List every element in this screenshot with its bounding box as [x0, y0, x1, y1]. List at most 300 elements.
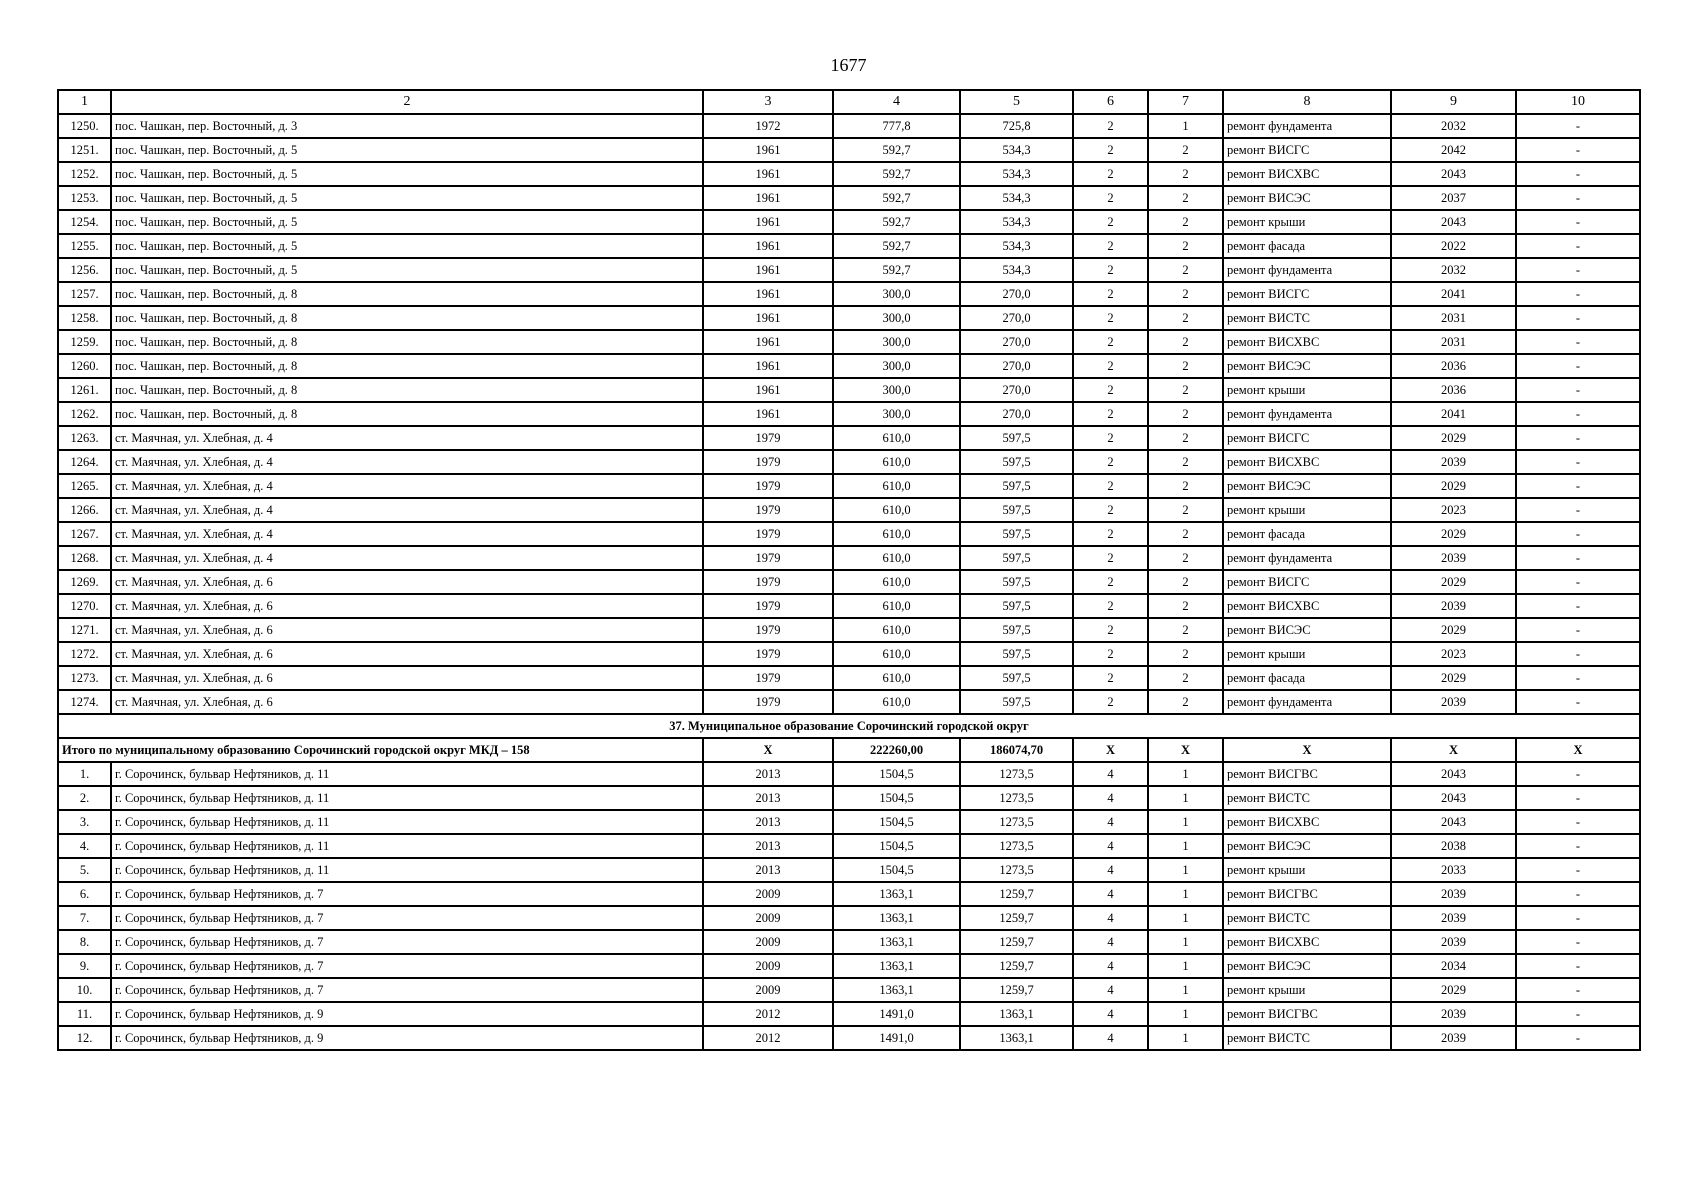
- table-row: [58, 282, 1640, 306]
- entrances-cell: 2: [1148, 282, 1223, 306]
- living-area-cell: 1273,5: [960, 810, 1073, 834]
- entrances-cell: 1: [1148, 114, 1223, 138]
- living-area-cell: 597,5: [960, 522, 1073, 546]
- floors-cell: 2: [1073, 378, 1148, 402]
- work-type-cell: ремонт ВИСТС: [1223, 1026, 1391, 1050]
- note-cell: -: [1516, 330, 1640, 354]
- table-row: [58, 786, 1640, 810]
- table-row: [58, 354, 1640, 378]
- column-header: 9: [1391, 90, 1516, 114]
- entrances-cell: 1: [1148, 834, 1223, 858]
- note-cell: -: [1516, 978, 1640, 1002]
- year-built-cell: 1972: [703, 114, 833, 138]
- year-built-cell: 2009: [703, 978, 833, 1002]
- total-area-cell: 1363,1: [833, 882, 960, 906]
- row-number-cell: 5.: [58, 858, 111, 882]
- floors-cell: 4: [1073, 786, 1148, 810]
- planned-year-cell: 2037: [1391, 186, 1516, 210]
- living-area-cell: 725,8: [960, 114, 1073, 138]
- entrances-cell: 2: [1148, 618, 1223, 642]
- table-row: [58, 114, 1640, 138]
- floors-cell: 2: [1073, 450, 1148, 474]
- total-area-cell: 610,0: [833, 594, 960, 618]
- floors-cell: 2: [1073, 258, 1148, 282]
- note-cell: -: [1516, 258, 1640, 282]
- floors-cell: 2: [1073, 138, 1148, 162]
- planned-year-cell: 2033: [1391, 858, 1516, 882]
- planned-year-cell: 2039: [1391, 690, 1516, 714]
- work-type-cell: ремонт фундамента: [1223, 546, 1391, 570]
- total-area-cell: 610,0: [833, 522, 960, 546]
- work-type-cell: ремонт ВИСГВС: [1223, 1002, 1391, 1026]
- planned-year-cell: 2038: [1391, 834, 1516, 858]
- floors-cell: 2: [1073, 210, 1148, 234]
- address-cell: пос. Чашкан, пер. Восточный, д. 5: [111, 186, 703, 210]
- total-area-cell: 610,0: [833, 618, 960, 642]
- address-cell: ст. Маячная, ул. Хлебная, д. 6: [111, 666, 703, 690]
- work-type-cell: ремонт крыши: [1223, 210, 1391, 234]
- work-type-cell: ремонт ВИСТС: [1223, 906, 1391, 930]
- living-area-cell: 597,5: [960, 618, 1073, 642]
- total-area-cell: 610,0: [833, 642, 960, 666]
- address-cell: г. Сорочинск, бульвар Нефтяников, д. 7: [111, 930, 703, 954]
- row-number-cell: 12.: [58, 1026, 111, 1050]
- row-number-cell: 1273.: [58, 666, 111, 690]
- table-row: [58, 594, 1640, 618]
- year-built-cell: 2009: [703, 882, 833, 906]
- entrances-cell: 1: [1148, 1026, 1223, 1050]
- planned-year-cell: 2043: [1391, 162, 1516, 186]
- work-type-cell: ремонт ВИСХВС: [1223, 330, 1391, 354]
- work-type-cell: ремонт ВИСХВС: [1223, 930, 1391, 954]
- living-area-cell: 270,0: [960, 306, 1073, 330]
- total-value-cell: Х: [1223, 738, 1391, 762]
- total-area-cell: 1363,1: [833, 930, 960, 954]
- planned-year-cell: 2043: [1391, 810, 1516, 834]
- living-area-cell: 597,5: [960, 426, 1073, 450]
- total-value-cell: 222260,00: [833, 738, 960, 762]
- table-row: [58, 618, 1640, 642]
- total-area-cell: 610,0: [833, 570, 960, 594]
- year-built-cell: 2009: [703, 906, 833, 930]
- row-number-cell: 1271.: [58, 618, 111, 642]
- entrances-cell: 2: [1148, 210, 1223, 234]
- table-row: [58, 666, 1640, 690]
- note-cell: -: [1516, 570, 1640, 594]
- planned-year-cell: 2034: [1391, 954, 1516, 978]
- planned-year-cell: 2036: [1391, 354, 1516, 378]
- section-title: 37. Муниципальное образование Сорочинский городской округ: [58, 714, 1640, 738]
- floors-cell: 2: [1073, 162, 1148, 186]
- address-cell: ст. Маячная, ул. Хлебная, д. 4: [111, 450, 703, 474]
- entrances-cell: 1: [1148, 762, 1223, 786]
- year-built-cell: 2012: [703, 1026, 833, 1050]
- address-cell: г. Сорочинск, бульвар Нефтяников, д. 11: [111, 858, 703, 882]
- total-area-cell: 1491,0: [833, 1002, 960, 1026]
- entrances-cell: 1: [1148, 882, 1223, 906]
- table-row: [58, 450, 1640, 474]
- living-area-cell: 534,3: [960, 186, 1073, 210]
- note-cell: -: [1516, 138, 1640, 162]
- floors-cell: 4: [1073, 834, 1148, 858]
- year-built-cell: 2013: [703, 786, 833, 810]
- address-cell: г. Сорочинск, бульвар Нефтяников, д. 7: [111, 906, 703, 930]
- entrances-cell: 1: [1148, 786, 1223, 810]
- column-header: 8: [1223, 90, 1391, 114]
- total-area-cell: 777,8: [833, 114, 960, 138]
- living-area-cell: 534,3: [960, 258, 1073, 282]
- note-cell: -: [1516, 810, 1640, 834]
- address-cell: пос. Чашкан, пер. Восточный, д. 5: [111, 138, 703, 162]
- row-number-cell: 1258.: [58, 306, 111, 330]
- total-area-cell: 1504,5: [833, 858, 960, 882]
- total-area-cell: 592,7: [833, 210, 960, 234]
- entrances-cell: 2: [1148, 138, 1223, 162]
- entrances-cell: 2: [1148, 258, 1223, 282]
- year-built-cell: 2013: [703, 834, 833, 858]
- table-row: [58, 234, 1640, 258]
- row-number-cell: 1252.: [58, 162, 111, 186]
- total-row: [58, 738, 1640, 762]
- note-cell: -: [1516, 1002, 1640, 1026]
- work-type-cell: ремонт ВИСХВС: [1223, 162, 1391, 186]
- table-row: [58, 834, 1640, 858]
- planned-year-cell: 2039: [1391, 594, 1516, 618]
- year-built-cell: 1979: [703, 426, 833, 450]
- work-type-cell: ремонт ВИСГВС: [1223, 762, 1391, 786]
- floors-cell: 2: [1073, 618, 1148, 642]
- note-cell: -: [1516, 306, 1640, 330]
- floors-cell: 4: [1073, 954, 1148, 978]
- row-number-cell: 3.: [58, 810, 111, 834]
- row-number-cell: 1250.: [58, 114, 111, 138]
- living-area-cell: 534,3: [960, 210, 1073, 234]
- table-row: [58, 954, 1640, 978]
- entrances-cell: 1: [1148, 858, 1223, 882]
- year-built-cell: 1961: [703, 282, 833, 306]
- row-number-cell: 1274.: [58, 690, 111, 714]
- note-cell: -: [1516, 498, 1640, 522]
- work-type-cell: ремонт фундамента: [1223, 114, 1391, 138]
- note-cell: -: [1516, 906, 1640, 930]
- note-cell: -: [1516, 834, 1640, 858]
- work-type-cell: ремонт ВИСТС: [1223, 786, 1391, 810]
- work-type-cell: ремонт ВИСТС: [1223, 306, 1391, 330]
- column-header: 10: [1516, 90, 1640, 114]
- year-built-cell: 1961: [703, 138, 833, 162]
- total-area-cell: 592,7: [833, 234, 960, 258]
- work-type-cell: ремонт фасада: [1223, 234, 1391, 258]
- note-cell: -: [1516, 786, 1640, 810]
- address-cell: пос. Чашкан, пер. Восточный, д. 8: [111, 306, 703, 330]
- planned-year-cell: 2039: [1391, 882, 1516, 906]
- year-built-cell: 1979: [703, 474, 833, 498]
- address-cell: ст. Маячная, ул. Хлебная, д. 4: [111, 522, 703, 546]
- living-area-cell: 1273,5: [960, 762, 1073, 786]
- note-cell: -: [1516, 450, 1640, 474]
- living-area-cell: 1259,7: [960, 954, 1073, 978]
- total-area-cell: 1363,1: [833, 906, 960, 930]
- address-cell: ст. Маячная, ул. Хлебная, д. 6: [111, 594, 703, 618]
- table-row: [58, 906, 1640, 930]
- work-type-cell: ремонт ВИСЭС: [1223, 186, 1391, 210]
- note-cell: -: [1516, 618, 1640, 642]
- work-type-cell: ремонт ВИСЭС: [1223, 354, 1391, 378]
- planned-year-cell: 2043: [1391, 762, 1516, 786]
- note-cell: -: [1516, 858, 1640, 882]
- entrances-cell: 2: [1148, 474, 1223, 498]
- column-header: 5: [960, 90, 1073, 114]
- work-type-cell: ремонт ВИСГВС: [1223, 882, 1391, 906]
- row-number-cell: 2.: [58, 786, 111, 810]
- work-type-cell: ремонт крыши: [1223, 978, 1391, 1002]
- row-number-cell: 1255.: [58, 234, 111, 258]
- year-built-cell: 1979: [703, 690, 833, 714]
- column-header: 6: [1073, 90, 1148, 114]
- living-area-cell: 270,0: [960, 402, 1073, 426]
- year-built-cell: 1979: [703, 522, 833, 546]
- row-number-cell: 9.: [58, 954, 111, 978]
- work-type-cell: ремонт ВИСЭС: [1223, 474, 1391, 498]
- floors-cell: 4: [1073, 762, 1148, 786]
- work-type-cell: ремонт ВИСЭС: [1223, 834, 1391, 858]
- entrances-cell: 2: [1148, 402, 1223, 426]
- entrances-cell: 2: [1148, 186, 1223, 210]
- total-area-cell: 300,0: [833, 306, 960, 330]
- planned-year-cell: 2023: [1391, 498, 1516, 522]
- table-row: [58, 570, 1640, 594]
- total-area-cell: 592,7: [833, 186, 960, 210]
- table-row: [58, 402, 1640, 426]
- floors-cell: 2: [1073, 402, 1148, 426]
- planned-year-cell: 2029: [1391, 666, 1516, 690]
- row-number-cell: 1257.: [58, 282, 111, 306]
- address-cell: г. Сорочинск, бульвар Нефтяников, д. 7: [111, 978, 703, 1002]
- note-cell: -: [1516, 690, 1640, 714]
- address-cell: ст. Маячная, ул. Хлебная, д. 4: [111, 474, 703, 498]
- note-cell: -: [1516, 210, 1640, 234]
- address-cell: пос. Чашкан, пер. Восточный, д. 8: [111, 354, 703, 378]
- year-built-cell: 1961: [703, 378, 833, 402]
- table-row: [58, 498, 1640, 522]
- note-cell: -: [1516, 114, 1640, 138]
- floors-cell: 2: [1073, 642, 1148, 666]
- address-cell: г. Сорочинск, бульвар Нефтяников, д. 9: [111, 1026, 703, 1050]
- planned-year-cell: 2043: [1391, 786, 1516, 810]
- living-area-cell: 1363,1: [960, 1026, 1073, 1050]
- floors-cell: 2: [1073, 186, 1148, 210]
- table-row: [58, 378, 1640, 402]
- row-number-cell: 1265.: [58, 474, 111, 498]
- floors-cell: 2: [1073, 114, 1148, 138]
- column-header: 2: [111, 90, 703, 114]
- total-area-cell: 1504,5: [833, 762, 960, 786]
- living-area-cell: 1259,7: [960, 978, 1073, 1002]
- living-area-cell: 597,5: [960, 474, 1073, 498]
- year-built-cell: 1961: [703, 258, 833, 282]
- address-cell: ст. Маячная, ул. Хлебная, д. 4: [111, 498, 703, 522]
- address-cell: пос. Чашкан, пер. Восточный, д. 5: [111, 210, 703, 234]
- row-number-cell: 6.: [58, 882, 111, 906]
- note-cell: -: [1516, 282, 1640, 306]
- address-cell: пос. Чашкан, пер. Восточный, д. 5: [111, 258, 703, 282]
- total-value-cell: Х: [1073, 738, 1148, 762]
- work-type-cell: ремонт ВИСЭС: [1223, 618, 1391, 642]
- living-area-cell: 1273,5: [960, 786, 1073, 810]
- planned-year-cell: 2039: [1391, 1026, 1516, 1050]
- total-area-cell: 300,0: [833, 282, 960, 306]
- row-number-cell: 1270.: [58, 594, 111, 618]
- table-row: [58, 138, 1640, 162]
- note-cell: -: [1516, 762, 1640, 786]
- row-number-cell: 8.: [58, 930, 111, 954]
- row-number-cell: 1264.: [58, 450, 111, 474]
- year-built-cell: 1979: [703, 666, 833, 690]
- row-number-cell: 1254.: [58, 210, 111, 234]
- planned-year-cell: 2039: [1391, 546, 1516, 570]
- planned-year-cell: 2039: [1391, 1002, 1516, 1026]
- address-cell: ст. Маячная, ул. Хлебная, д. 6: [111, 570, 703, 594]
- address-cell: г. Сорочинск, бульвар Нефтяников, д. 11: [111, 810, 703, 834]
- note-cell: -: [1516, 1026, 1640, 1050]
- section-row: [58, 714, 1640, 738]
- address-cell: г. Сорочинск, бульвар Нефтяников, д. 7: [111, 882, 703, 906]
- planned-year-cell: 2029: [1391, 522, 1516, 546]
- year-built-cell: 1961: [703, 162, 833, 186]
- floors-cell: 2: [1073, 570, 1148, 594]
- entrances-cell: 1: [1148, 978, 1223, 1002]
- table-row: [58, 642, 1640, 666]
- floors-cell: 4: [1073, 1002, 1148, 1026]
- address-cell: г. Сорочинск, бульвар Нефтяников, д. 11: [111, 762, 703, 786]
- floors-cell: 4: [1073, 906, 1148, 930]
- floors-cell: 2: [1073, 522, 1148, 546]
- floors-cell: 2: [1073, 234, 1148, 258]
- floors-cell: 2: [1073, 474, 1148, 498]
- address-cell: пос. Чашкан, пер. Восточный, д. 5: [111, 234, 703, 258]
- row-number-cell: 1266.: [58, 498, 111, 522]
- total-area-cell: 1363,1: [833, 978, 960, 1002]
- work-type-cell: ремонт фундамента: [1223, 258, 1391, 282]
- row-number-cell: 1261.: [58, 378, 111, 402]
- total-area-cell: 300,0: [833, 330, 960, 354]
- row-number-cell: 10.: [58, 978, 111, 1002]
- address-cell: пос. Чашкан, пер. Восточный, д. 8: [111, 330, 703, 354]
- entrances-cell: 2: [1148, 306, 1223, 330]
- planned-year-cell: 2029: [1391, 618, 1516, 642]
- work-type-cell: ремонт крыши: [1223, 642, 1391, 666]
- planned-year-cell: 2023: [1391, 642, 1516, 666]
- floors-cell: 4: [1073, 930, 1148, 954]
- entrances-cell: 1: [1148, 1002, 1223, 1026]
- floors-cell: 4: [1073, 858, 1148, 882]
- planned-year-cell: 2043: [1391, 210, 1516, 234]
- total-value-cell: Х: [1391, 738, 1516, 762]
- floors-cell: 4: [1073, 978, 1148, 1002]
- entrances-cell: 2: [1148, 522, 1223, 546]
- row-number-cell: 1262.: [58, 402, 111, 426]
- note-cell: -: [1516, 594, 1640, 618]
- year-built-cell: 1961: [703, 354, 833, 378]
- year-built-cell: 2013: [703, 810, 833, 834]
- address-cell: ст. Маячная, ул. Хлебная, д. 6: [111, 618, 703, 642]
- entrances-cell: 2: [1148, 330, 1223, 354]
- column-header: 7: [1148, 90, 1223, 114]
- living-area-cell: 597,5: [960, 594, 1073, 618]
- work-type-cell: ремонт крыши: [1223, 498, 1391, 522]
- floors-cell: 4: [1073, 1026, 1148, 1050]
- living-area-cell: 597,5: [960, 546, 1073, 570]
- table-row: [58, 186, 1640, 210]
- total-area-cell: 610,0: [833, 546, 960, 570]
- total-area-cell: 610,0: [833, 498, 960, 522]
- table-row: [58, 978, 1640, 1002]
- year-built-cell: 1979: [703, 546, 833, 570]
- note-cell: -: [1516, 954, 1640, 978]
- living-area-cell: 534,3: [960, 162, 1073, 186]
- address-cell: ст. Маячная, ул. Хлебная, д. 4: [111, 546, 703, 570]
- living-area-cell: 597,5: [960, 666, 1073, 690]
- work-type-cell: ремонт ВИСГС: [1223, 282, 1391, 306]
- year-built-cell: 2013: [703, 762, 833, 786]
- note-cell: -: [1516, 354, 1640, 378]
- table-row: [58, 330, 1640, 354]
- total-value-cell: 186074,70: [960, 738, 1073, 762]
- address-cell: пос. Чашкан, пер. Восточный, д. 3: [111, 114, 703, 138]
- entrances-cell: 2: [1148, 378, 1223, 402]
- total-area-cell: 300,0: [833, 378, 960, 402]
- entrances-cell: 2: [1148, 690, 1223, 714]
- row-number-cell: 1269.: [58, 570, 111, 594]
- address-cell: г. Сорочинск, бульвар Нефтяников, д. 11: [111, 834, 703, 858]
- address-cell: ст. Маячная, ул. Хлебная, д. 4: [111, 426, 703, 450]
- total-area-cell: 1363,1: [833, 954, 960, 978]
- table-row: [58, 930, 1640, 954]
- floors-cell: 2: [1073, 546, 1148, 570]
- entrances-cell: 1: [1148, 954, 1223, 978]
- living-area-cell: 1363,1: [960, 1002, 1073, 1026]
- floors-cell: 2: [1073, 690, 1148, 714]
- year-built-cell: 1961: [703, 402, 833, 426]
- floors-cell: 2: [1073, 594, 1148, 618]
- total-area-cell: 592,7: [833, 258, 960, 282]
- living-area-cell: 1259,7: [960, 906, 1073, 930]
- floors-cell: 2: [1073, 282, 1148, 306]
- planned-year-cell: 2029: [1391, 570, 1516, 594]
- living-area-cell: 597,5: [960, 690, 1073, 714]
- year-built-cell: 2012: [703, 1002, 833, 1026]
- address-cell: пос. Чашкан, пер. Восточный, д. 8: [111, 378, 703, 402]
- total-area-cell: 610,0: [833, 426, 960, 450]
- planned-year-cell: 2039: [1391, 930, 1516, 954]
- table-row: [58, 522, 1640, 546]
- work-type-cell: ремонт фундамента: [1223, 690, 1391, 714]
- work-type-cell: ремонт ВИСГС: [1223, 570, 1391, 594]
- row-number-cell: 1251.: [58, 138, 111, 162]
- year-built-cell: 1961: [703, 306, 833, 330]
- living-area-cell: 534,3: [960, 138, 1073, 162]
- note-cell: -: [1516, 930, 1640, 954]
- address-cell: г. Сорочинск, бульвар Нефтяников, д. 9: [111, 1002, 703, 1026]
- row-number-cell: 7.: [58, 906, 111, 930]
- work-type-cell: ремонт ВИСГС: [1223, 138, 1391, 162]
- work-type-cell: ремонт фасада: [1223, 522, 1391, 546]
- floors-cell: 4: [1073, 810, 1148, 834]
- address-cell: пос. Чашкан, пер. Восточный, д. 8: [111, 282, 703, 306]
- year-built-cell: 2009: [703, 930, 833, 954]
- year-built-cell: 1961: [703, 186, 833, 210]
- year-built-cell: 1961: [703, 210, 833, 234]
